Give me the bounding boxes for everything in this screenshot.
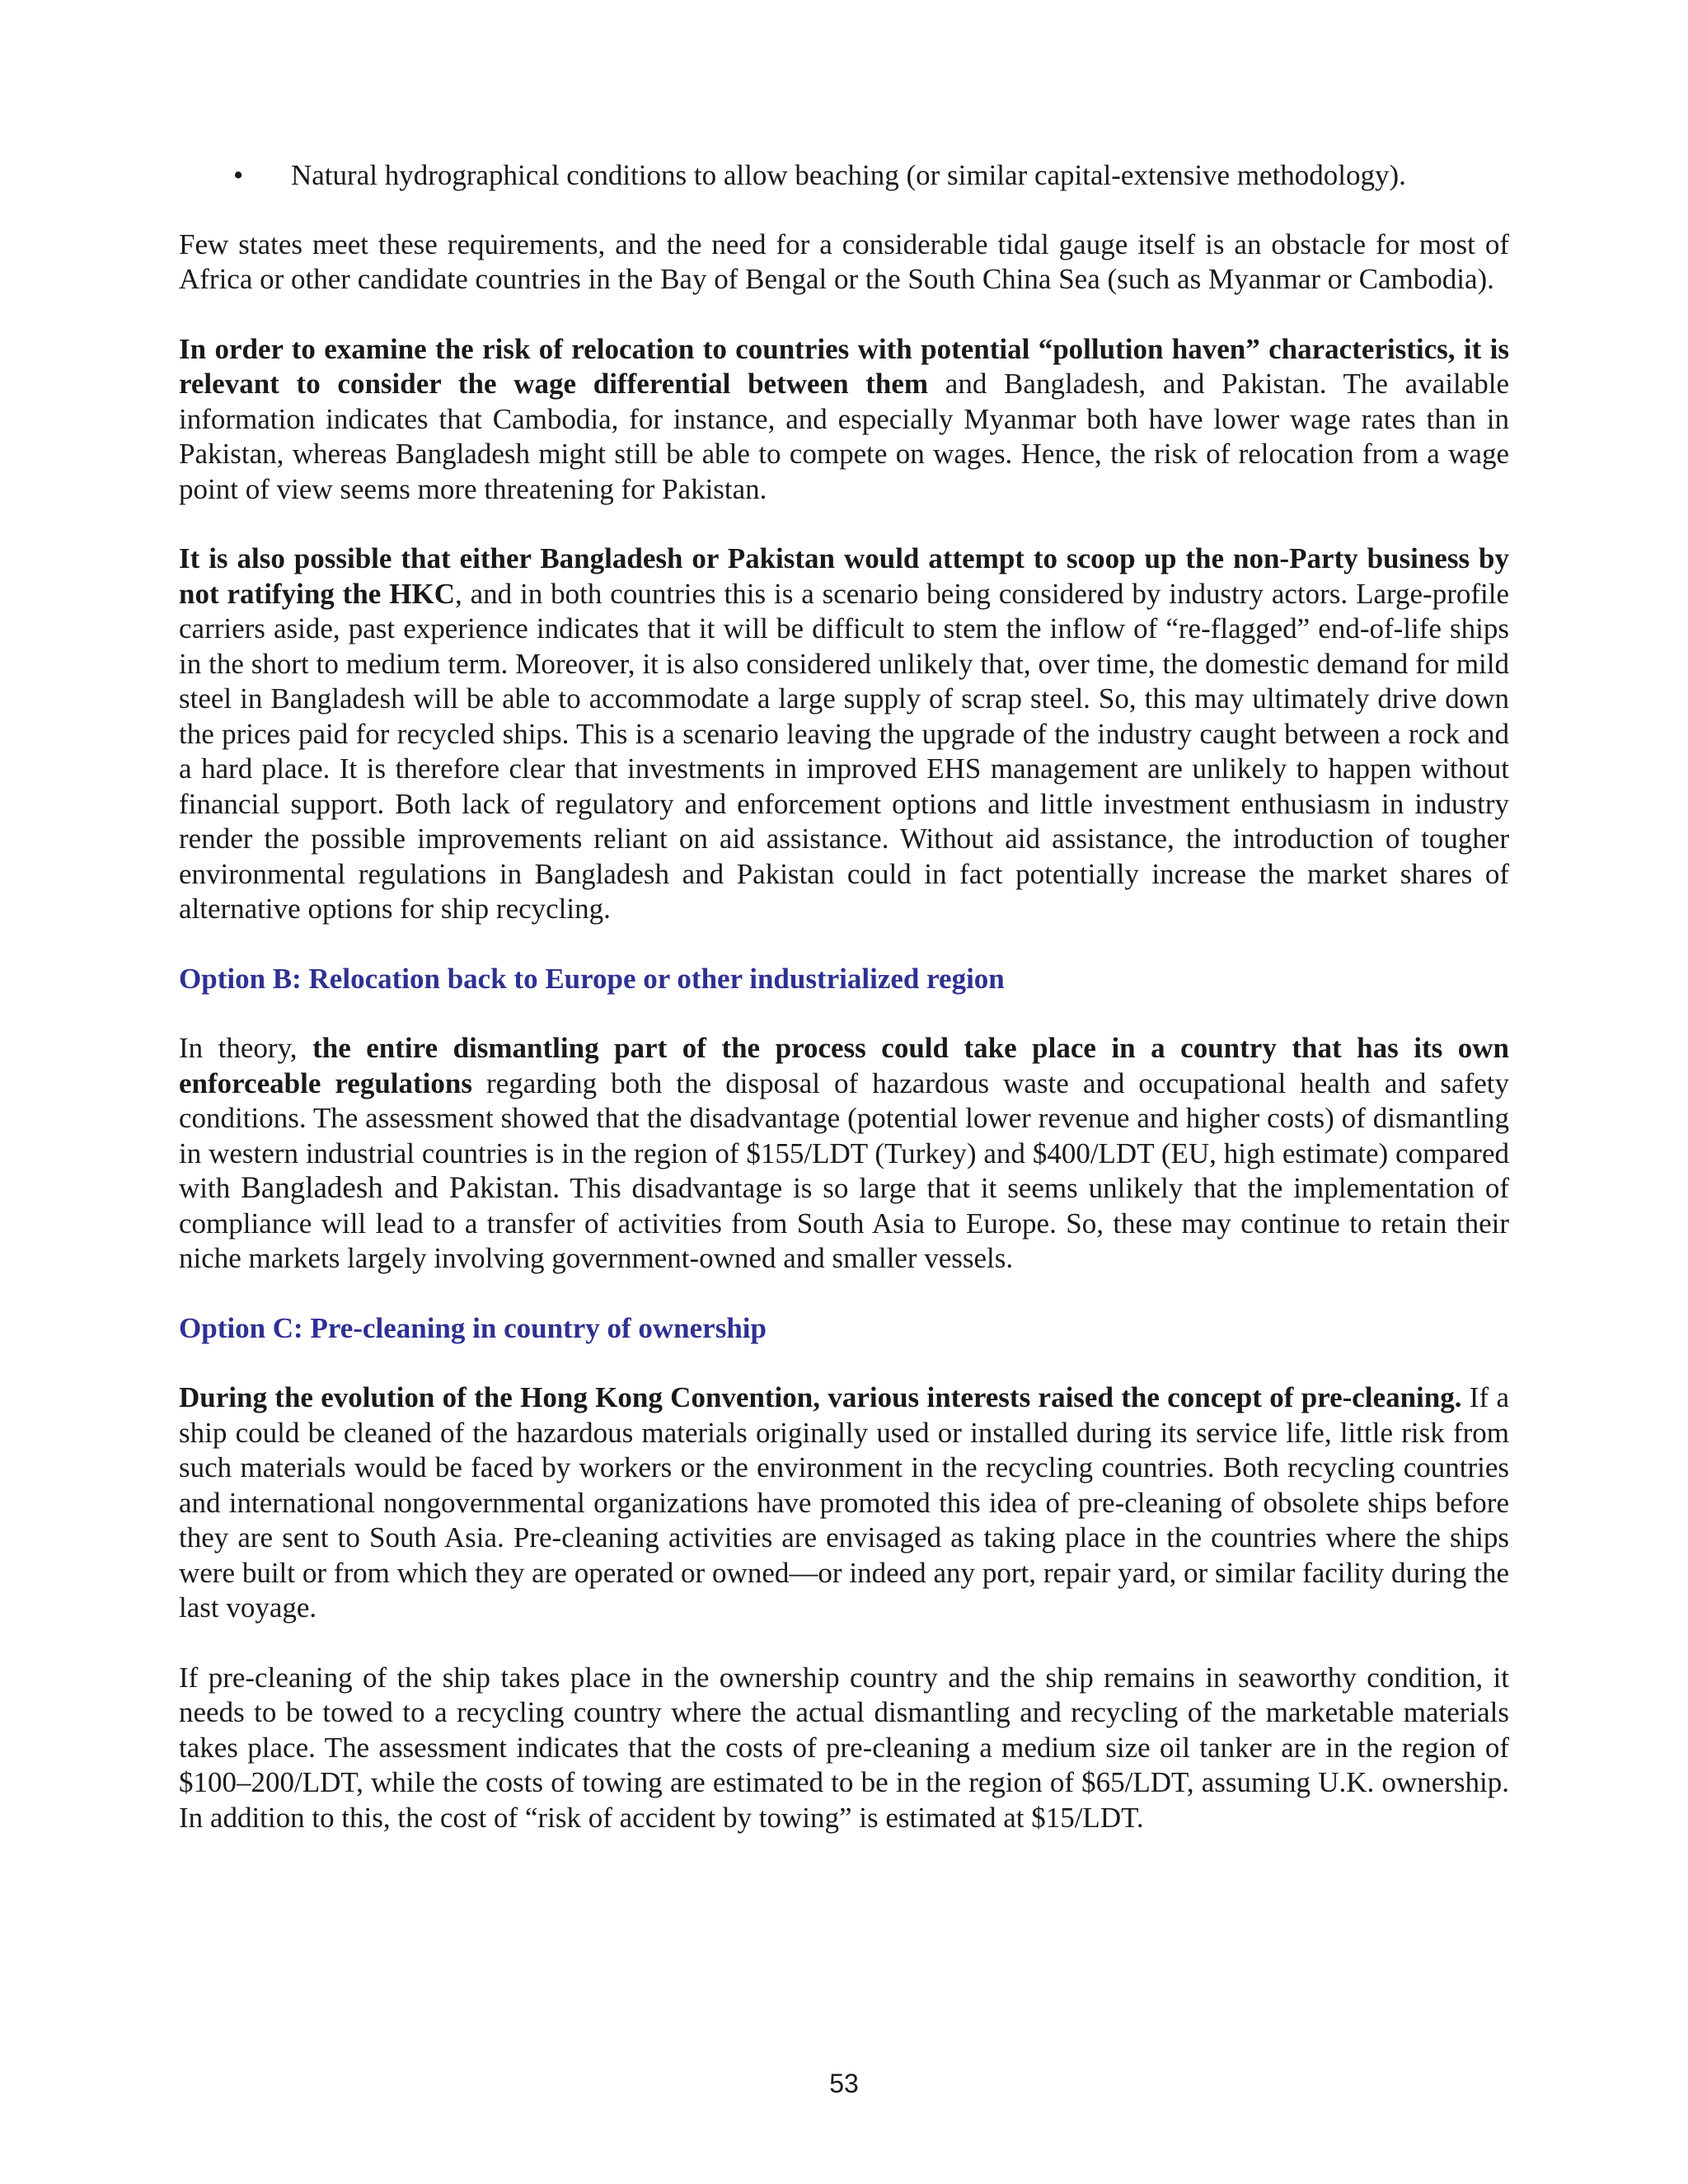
paragraph-non-party-business-bold: It is also possible that either Bangladesh or Pakistan would attempt to scoop up the non-Party business by not ratifying the HKC xyxy=(179,542,1509,610)
paragraph-option-b-countries: Bangladesh and Pakistan xyxy=(241,1171,553,1205)
paragraph-towing-costs xyxy=(179,1661,1509,1836)
paragraph-wage-differential-bold: In order to examine the risk of relocation to countries with potential “pollution haven” characteristics, it is relevant to consider the wage differential between them xyxy=(179,332,1509,400)
paragraph-option-b xyxy=(179,1031,1509,1277)
bullet-item xyxy=(179,158,1509,194)
paragraph-option-b-bold: the entire dismantling part of the process could take place in a country that has its own enforceable regulations xyxy=(179,1032,1509,1099)
paragraph-option-b-lead: In theory, xyxy=(179,1032,313,1064)
paragraph-non-party-business xyxy=(179,541,1509,927)
heading-option-b: Option B: Relocation back to Europe or other industrialized region xyxy=(179,962,1005,995)
paragraph-option-b-mid: regarding both the disposal of hazardous waste and occupational health and safety conditions. The assessment showed that the disadvantage (potential lower revenue and higher costs) of dismantling in western industrial countries is in the region of $155/LDT (Turkey) and $400/LDT (EU, high estimate) compared with xyxy=(179,1066,1509,1204)
paragraph-option-c xyxy=(179,1380,1509,1626)
bullet-icon: • xyxy=(233,159,244,191)
paragraph-option-c-bold: During the evolution of the Hong Kong Convention, various interests raised the concept of pre-cleaning. xyxy=(179,1381,1462,1413)
bullet-text: Natural hydrographical conditions to allow beaching (or similar capital-extensive methodology). xyxy=(291,159,1406,191)
paragraph-option-b-rest: . This disadvantage is so large that it seems unlikely that the implementation of compliance will lead to a transfer of activities from South Asia to Europe. So, these may continue to retain their niche markets largely involving government-owned and smaller vessels. xyxy=(179,1172,1509,1274)
document-body xyxy=(179,158,1509,1870)
paragraph-non-party-business-text: , and in both countries this is a scenario being considered by industry actors. Large-profile carriers aside, past experience indicates that it will be difficult to stem the inflow of “re-flagged” end-of-life ships in the short to medium term. Moreover, it is also considered unlikely that, over time, the domestic demand for mild steel in Bangladesh will be able to accommodate a large supply of scrap steel. So, this may ultimately drive down the prices paid for recycled ships. This is a scenario leaving the upgrade of the industry caught between a rock and a hard place. It is therefore clear that investments in improved EHS management are unlikely to happen without financial support. Both lack of regulatory and enforcement options and little investment enthusiasm in industry render the possible improvements reliant on aid assistance. Without aid assistance, the introduction of tougher environmental regulations in Bangladesh and Pakistan could in fact potentially increase the market shares of alternative options for ship recycling. xyxy=(179,577,1509,925)
paragraph-wage-differential-text: and Bangladesh, and Pakistan. The available information indicates that Cambodia, for instance, and especially Myanmar both have lower wage rates than in Pakistan, whereas Bangladesh might still be able to compete on wages. Hence, the risk of relocation from a wage point of view seems more threatening for Pakistan. xyxy=(179,368,1509,505)
paragraph-option-c-text: If a ship could be cleaned of the hazardous materials originally used or installed during its service life, little risk from such materials would be faced by workers or the environment in the recycling countries. Both recycling countries and international nongovernmental organizations have promoted this idea of pre-cleaning of obsolete ships before they are sent to South Asia. Pre-cleaning activities are envisaged as taking place in the countries where the ships were built or from which they are operated or owned—or indeed any port, repair yard, or similar facility during the last voyage. xyxy=(179,1381,1509,1624)
page-number: 53 xyxy=(829,2069,859,2098)
paragraph-wage-differential xyxy=(179,332,1509,508)
paragraph-towing-costs-text: If pre-cleaning of the ship takes place in the ownership country and the ship remains in seaworthy condition, it needs to be towed to a recycling country where the actual dismantling and recycling of the marketable materials takes place. The assessment indicates that the costs of pre-cleaning a medium size oil tanker are in the region of $100–200/LDT, while the costs of towing are estimated to be in the region of $65/LDT, assuming U.K. ownership. In addition to this, the cost of “risk of accident by towing” is estimated at $15/LDT. xyxy=(179,1661,1509,1834)
paragraph-requirements xyxy=(179,227,1509,298)
paragraph-requirements-text: Few states meet these requirements, and the need for a considerable tidal gauge itself is an obstacle for most of Africa or other candidate countries in the Bay of Bengal or the South China Sea (such as Myanmar or Cambodia). xyxy=(179,227,1509,295)
heading-option-c: Option C: Pre-cleaning in country of ownership xyxy=(179,1311,767,1344)
